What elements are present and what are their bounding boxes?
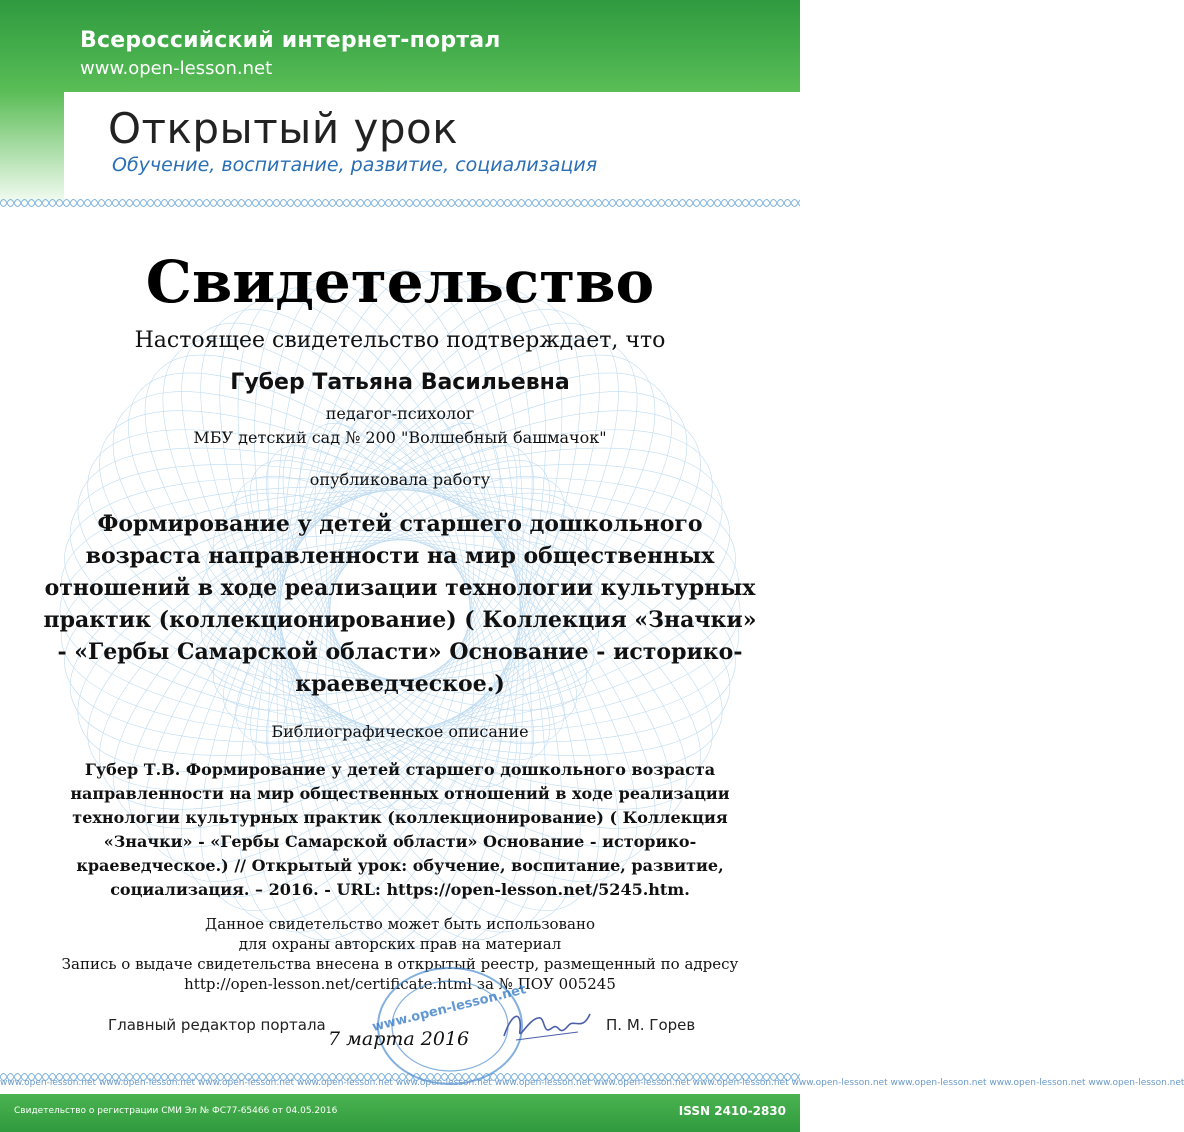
footer-url-strip: www.open-lesson.net www.open-lesson.net www.open-lesson.net www.open-lesson.net www.open-lesson.net www.open-lesson.net www.open-lesson.net www.open-lesson.net www.open-lesson.net www.open-lesson.net www.open-lesson.net www.open-lesson.net (0, 1078, 1184, 1088)
logo-title: Открытый урок (108, 104, 459, 153)
lace-border-top (0, 196, 800, 210)
recipient-name: Губер Татьяна Васильевна (230, 370, 570, 395)
published-label: опубликовала работу (309, 470, 491, 489)
recipient-position: педагог-психолог (325, 404, 475, 423)
issue-date: 7 марта 2016 (328, 1028, 470, 1050)
editor-name: П. М. Горев (606, 1016, 696, 1034)
notice-line: Запись о выдаче свидетельства внесена в открытый реестр, размещенный по адресу (61, 955, 739, 973)
confirmation-text: Настоящее свидетельство подтверждает, что (134, 328, 666, 353)
notice-line: Данное свидетельство может быть использовано (205, 915, 595, 933)
certificate-title: Свидетельство (145, 248, 655, 316)
portal-url: www.open-lesson.net (80, 58, 273, 79)
notice-line: для охраны авторских прав на материал (238, 935, 562, 953)
stamp-url: www.open-lesson.net (370, 982, 528, 1035)
editor-signature (498, 1002, 594, 1048)
bibliography-text: Губер Т.В. Формирование у детей старшего дошкольного возраста направленности на мир общественных отношений в ходе реализации технологии культурных практик (коллекционирование) ( Коллекция «Значки» - «Гербы Самарской области» Основание - историко-краеведческое.) // Открытый урок: обучение, воспитание, развитие, социализация. – 2016. - URL: https://open-lesson.net/5245.htm. (70, 760, 730, 899)
footer-bar (0, 1094, 800, 1132)
notice-line: http://open-lesson.net/certificate.html за № ПОУ 005245 (184, 975, 616, 993)
registration-text: Свидетельство о регистрации СМИ Эл № ФС77-65466 от 04.05.2016 (14, 1106, 338, 1116)
recipient-organization: МБУ детский сад № 200 "Волшебный башмачок" (193, 428, 607, 447)
editor-label: Главный редактор портала (108, 1016, 326, 1034)
issn-text: ISSN 2410-2830 (678, 1104, 786, 1118)
header-banner (0, 0, 800, 92)
bibliography-label: Библиографическое описание (271, 722, 529, 741)
work-title: Формирование у детей старшего дошкольного возраста направленности на мир общественных отношений в ходе реализации технологии культурных практик (коллекционирование) ( Коллекция «Значки» - «Гербы Самарской области» Основание - историко-краеведческое.) (43, 511, 757, 697)
logo-subtitle: Обучение, воспитание, развитие, социализация (112, 154, 598, 176)
header-corner-fill (0, 92, 64, 202)
portal-title: Всероссийский интернет-портал (80, 28, 501, 53)
